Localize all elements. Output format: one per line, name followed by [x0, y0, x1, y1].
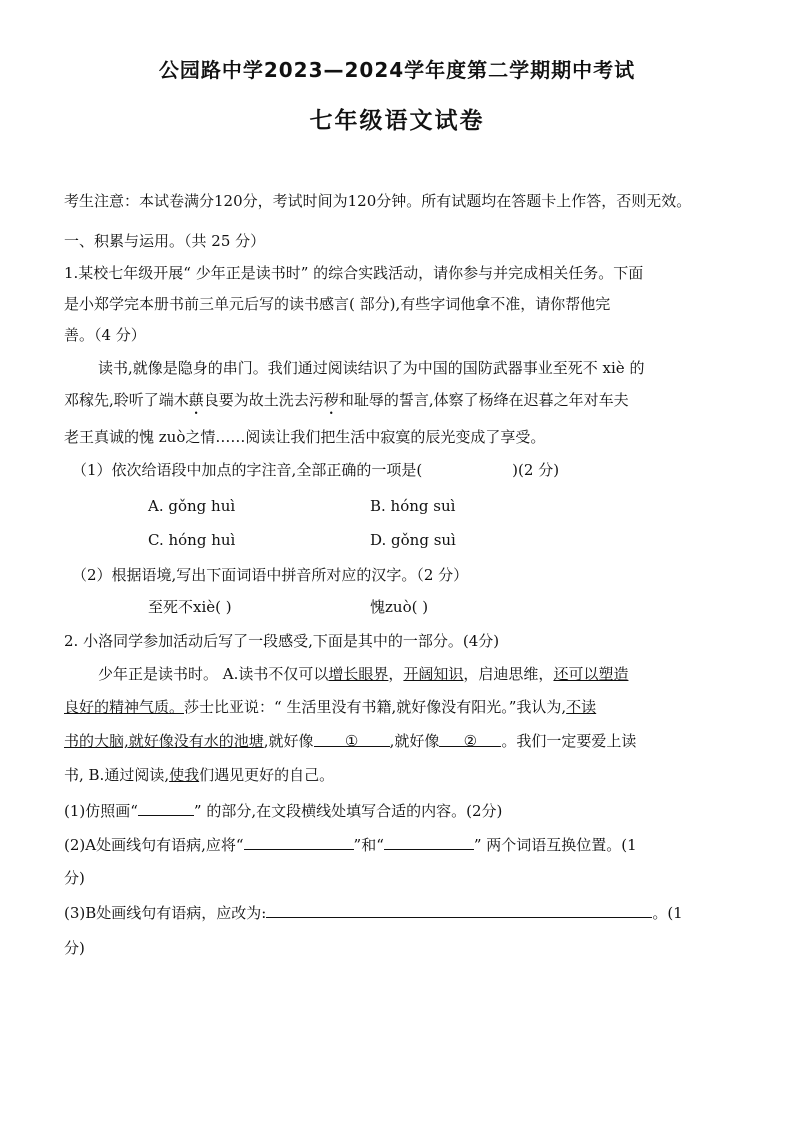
underlined-sentence-a: 还可以塑造: [553, 665, 629, 683]
answer-blank-word2[interactable]: [384, 834, 474, 850]
sub-question-text: (1)仿照画“: [64, 802, 138, 820]
underlined-word: 增长眼界: [328, 665, 389, 683]
exam-title: 公园路中学2023—2024学年度第二学期期中考试: [158, 58, 636, 82]
passage-text: ,就好像: [389, 732, 440, 750]
q1-stem-line3: 善。（4 分）: [64, 326, 146, 344]
q2-sub2: [64, 834, 637, 855]
dotted-character: 秽: [323, 391, 339, 409]
section-heading: 一、积累与运用。（共 25 分）: [64, 232, 266, 250]
underlined-sentence-a: 良好的精神气质。: [64, 698, 185, 716]
blank-number-2: ②: [463, 732, 478, 750]
q2-sub3: [64, 902, 683, 923]
q1-passage-line3: 老王真诚的愧 zuò之情……阅读让我们把生活中寂寞的辰光变成了享受。: [64, 428, 546, 446]
candidate-notice: 考生注意：本试卷满分120分，考试时间为120分钟。所有试题均在答题卡上作答，否则无效。: [64, 192, 692, 210]
blank-number-1: ①: [344, 732, 359, 750]
exam-subtitle: 七年级语文试卷: [309, 108, 485, 134]
underlined-word: 开阔知识: [403, 665, 464, 683]
passage-text: 良要为故土洗去污: [203, 391, 324, 409]
passage-text: 们遇见更好的自己。: [199, 766, 335, 784]
q1-stem-line1: 1.某校七年级开展“ 少年正是读书时” 的综合实践活动，请你参与并完成相关任务。下面: [64, 264, 644, 282]
q1-sub1-stem: [72, 460, 559, 480]
passage-text: ，启迪思维，: [463, 665, 554, 683]
sub-question-text: ”和“: [353, 836, 384, 854]
passage-text: ，: [388, 665, 404, 683]
q2-passage-line1: [98, 664, 628, 684]
dotted-character: 蕻: [188, 391, 204, 409]
model-sentence: 书的大脑,就好像没有水的池塘: [64, 732, 264, 750]
q1-stem-line2: 是小郑学完本册书前三单元后写的读书感言( 部分),有些字词他拿不准，请你帮他完: [64, 295, 611, 313]
fill-blank-1[interactable]: [314, 731, 390, 750]
option-b: B. hóng suì: [370, 497, 456, 515]
option-d: D. gǒng suì: [370, 531, 456, 549]
passage-text: 少年正是读书时。 A.读书不仅可以: [98, 665, 329, 683]
answer-blank-revision[interactable]: [266, 902, 652, 918]
q2-sub1: [64, 800, 502, 821]
model-sentence: 不读: [566, 698, 597, 716]
q1-sub2-stem: （2）根据语境,写出下面词语中拼音所对应的汉字。（2 分）: [72, 566, 469, 584]
q1-sub2-item1: 至死不xiè( ): [148, 598, 232, 616]
answer-blank-word1[interactable]: [244, 834, 354, 850]
sub-question-text: ” 两个词语互换位置。(1: [473, 836, 637, 854]
q1-passage-line1: 读书,就像是隐身的串门。我们通过阅读结识了为中国的国防武器事业至死不 xiè 的: [98, 359, 645, 377]
option-a: A. gǒng huì: [148, 497, 236, 515]
q2-sub3-score: 分): [64, 939, 85, 957]
option-c: C. hóng huì: [148, 531, 236, 549]
passage-text: 邓稼先,聆听了端木: [64, 391, 189, 409]
fill-blank-2[interactable]: [439, 731, 501, 750]
sub1-score-text: )(2 分): [512, 461, 560, 479]
answer-paren-space[interactable]: [422, 460, 512, 475]
q1-passage-line2: [64, 390, 629, 418]
sub-question-text: (2)A处画线句有语病,应将“: [64, 836, 244, 854]
q2-sub2-score: 分): [64, 869, 85, 887]
passage-text: 莎士比亚说：“ 生活里没有书籍,就好像没有阳光。”我认为,: [184, 698, 567, 716]
blank-sample: [138, 800, 194, 816]
sub-question-text: ” 的部分,在文段横线处填写合适的内容。(2分): [193, 802, 503, 820]
sub-question-text: 。(1: [652, 904, 683, 922]
q2-passage-line3: [64, 731, 636, 751]
q2-passage-line2: [64, 697, 596, 717]
passage-text: 。我们一定要爱上读: [501, 732, 637, 750]
q2-passage-line4: [64, 765, 334, 785]
underlined-sentence-b: 使我: [169, 766, 200, 784]
sub-question-text: (3)B处画线句有语病，应改为:: [64, 904, 267, 922]
sub1-question-text: （1）依次给语段中加点的字注音,全部正确的一项是(: [72, 461, 423, 479]
passage-text: 书, B.通过阅读,: [64, 766, 170, 784]
q2-stem: 2. 小洛同学参加活动后写了一段感受,下面是其中的一部分。(4分): [64, 632, 500, 650]
q1-sub2-item2: 愧zuò( ): [370, 598, 429, 616]
passage-text: ,就好像: [263, 732, 314, 750]
passage-text: 和耻辱的誓言,体察了杨绛在迟暮之年对车夫: [338, 391, 629, 409]
